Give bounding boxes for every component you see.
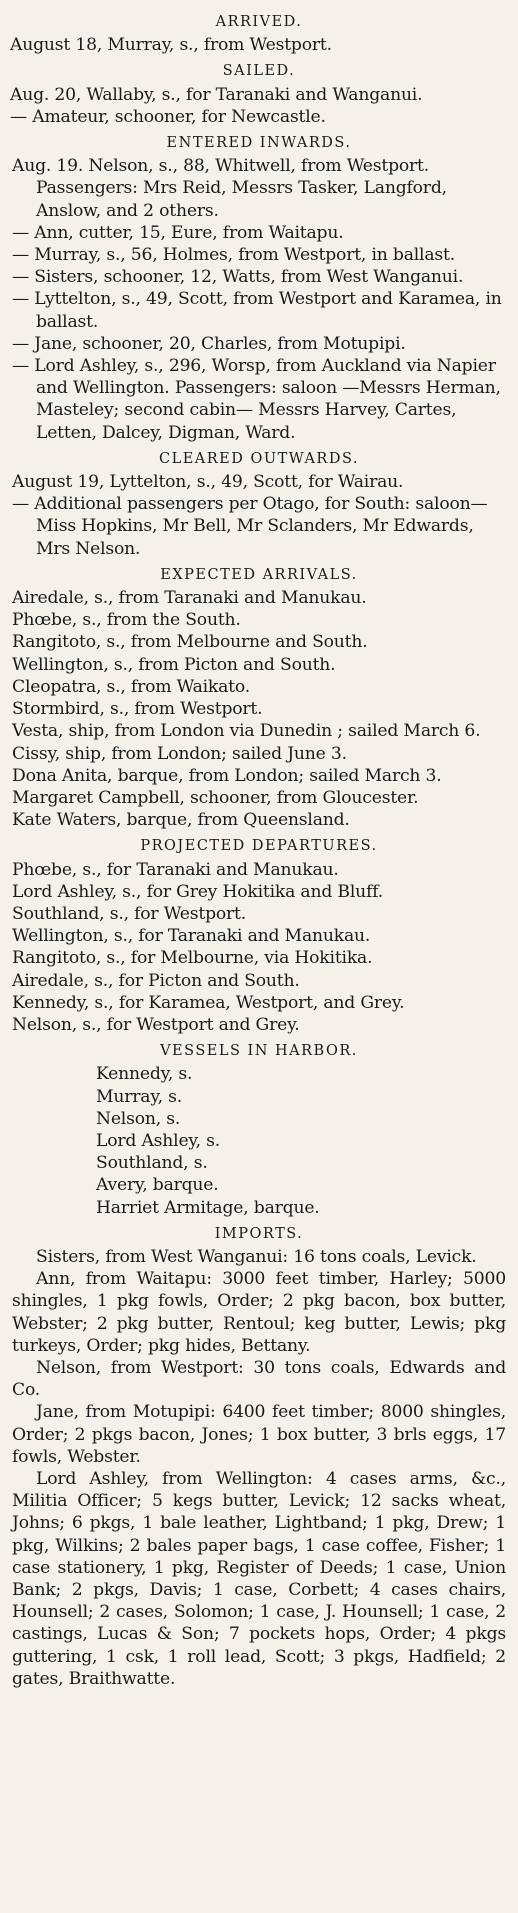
shipping-entry: — Sisters, schooner, 12, Watts, from West Wanganui. xyxy=(12,267,464,288)
vessel-entry: Harriet Armitage, barque. xyxy=(96,1197,320,1218)
vessel-entry: Kennedy, s. xyxy=(96,1064,193,1085)
shipping-entry: Southland, s., for Westport. xyxy=(12,903,247,924)
shipping-entry: Airedale, s., from Taranaki and Manukau. xyxy=(12,588,367,609)
vessel-entry: Murray, s. xyxy=(96,1086,182,1107)
shipping-entry: Cleopatra, s., from Waikato. xyxy=(12,676,251,697)
shipping-entry: Phœbe, s., for Taranaki and Manukau. xyxy=(12,859,339,880)
shipping-entry: August 19, Lyttelton, s., 49, Scott, for Wairau. xyxy=(12,472,404,493)
shipping-entry: Rangitoto, s., for Melbourne, via Hokitika. xyxy=(12,948,373,969)
shipping-entry: Rangitoto, s., from Melbourne and South. xyxy=(12,632,368,653)
section-heading: IMPORTS. xyxy=(214,1225,304,1242)
import-entry: Ann, from Waitapu: 3000 feet timber, Harley; 5000 shingles, 1 pkg fowls, Order; 2 pkg bacon, box butter, Webster; 2 pkg butter, Rentoul; keg butter, Lewis; pkg turkeys, Order; pkg hides, Bettany. xyxy=(12,1269,506,1356)
vessel-entry: Nelson, s. xyxy=(96,1108,181,1129)
shipping-entry: Wellington, s., from Picton and South. xyxy=(12,654,336,675)
section-heading: CLEARED OUTWARDS. xyxy=(158,450,360,467)
vessel-entry: Southland, s. xyxy=(96,1153,208,1174)
shipping-entry: Margaret Campbell, schooner, from Gloucester. xyxy=(12,787,419,808)
import-entry: Sisters, from West Wanganui: 16 tons coals, Levick. xyxy=(36,1246,477,1267)
vessel-entry: Lord Ashley, s. xyxy=(96,1130,221,1151)
vessel-entry: Avery, barque. xyxy=(96,1175,219,1196)
shipping-entry: — Murray, s., 56, Holmes, from Westport, in ballast. xyxy=(12,245,455,266)
shipping-entry: Aug. 20, Wallaby, s., for Taranaki and Wanganui. xyxy=(10,84,423,105)
section-vessels-in-harbor xyxy=(12,1040,506,1219)
shipping-entry: — Additional passengers per Otago, for South: saloon—Miss Hopkins, Mr Bell, Mr Sclanders, Mr Edwards, Mrs Nelson. xyxy=(12,494,488,559)
section-arrived xyxy=(12,11,506,56)
shipping-entry: — Jane, schooner, 20, Charles, from Motupipi. xyxy=(12,333,406,354)
shipping-entry: Nelson, s., for Westport and Grey. xyxy=(12,1014,300,1035)
section-heading: SAILED. xyxy=(222,63,296,80)
shipping-entry: — Lord Ashley, s., 296, Worsp, from Auckland via Napier and Wellington. Passengers: saloon —Messrs Herman, Masteley; second cabin— Messrs Harvey, Cartes, Letten, Dalcey, Digman, Ward. xyxy=(12,356,501,443)
newspaper-shipping-column xyxy=(12,0,506,1690)
shipping-entry: — Lyttelton, s., 49, Scott, from Westport and Karamea, in ballast. xyxy=(12,289,502,332)
section-heading: VESSELS IN HARBOR. xyxy=(160,1043,358,1060)
shipping-entry: Cissy, ship, from London; sailed June 3. xyxy=(12,743,347,764)
section-heading: PROJECTED DEPARTURES. xyxy=(140,838,378,855)
shipping-entry: Wellington, s., for Taranaki and Manukau. xyxy=(12,926,371,947)
shipping-entry: Vesta, ship, from London via Dunedin ; sailed March 6. xyxy=(12,721,481,742)
shipping-entry: August 18, Murray, s., from Westport. xyxy=(10,35,332,56)
section-heading: EXPECTED ARRIVALS. xyxy=(160,566,358,583)
section-heading: ENTERED INWARDS. xyxy=(166,135,352,152)
shipping-entry: Kennedy, s., for Karamea, Westport, and Grey. xyxy=(12,992,405,1013)
import-entry: Lord Ashley, from Wellington: 4 cases arms, &c., Militia Officer; 5 kegs butter, Levick; 12 sacks wheat, Johns; 6 pkgs, 1 bale leather, Lightband; 1 pkg, Drew; 1 pkg, Wilkins; 2 bales paper bags, 1 case coffee, Fisher; 1 case stationery, 1 pkg, Register of Deeds; 1 case, Union Bank; 2 pkgs, Davis; 1 case, Corbett; 4 cases chairs, Hounsell; 2 cases, Solomon; 1 case, J. Hounsell; 1 case, 2 castings, Lucas & Son; 7 pockets hops, Order; 4 pkgs guttering, 1 csk, 1 roll lead, Scott; 3 pkgs, Hadfield; 2 gates, Braithwatte. xyxy=(12,1469,506,1689)
shipping-entry: Stormbird, s., from Westport. xyxy=(12,699,263,720)
section-sailed xyxy=(12,60,506,128)
import-entry: Nelson, from Westport: 30 tons coals, Edwards and Co. xyxy=(12,1357,506,1401)
section-entered-inwards xyxy=(12,132,506,444)
shipping-entry: Kate Waters, barque, from Queensland. xyxy=(12,810,350,831)
section-cleared-outwards xyxy=(12,448,506,560)
import-entry: Jane, from Motupipi: 6400 feet timber; 8000 shingles, Order; 2 pkgs bacon, Jones; 1 box butter, 3 brls eggs, 17 fowls, Webster. xyxy=(12,1402,506,1467)
shipping-entry: Aug. 19. Nelson, s., 88, Whitwell, from Westport. Passengers: Mrs Reid, Messrs Tasker, Langford, Anslow, and 2 others. xyxy=(12,156,447,221)
shipping-entry: Airedale, s., for Picton and South. xyxy=(12,970,300,991)
section-heading: ARRIVED. xyxy=(215,14,303,30)
section-projected-departures xyxy=(12,835,506,1036)
section-expected-arrivals xyxy=(12,564,506,831)
shipping-entry: — Amateur, schooner, for Newcastle. xyxy=(10,106,326,127)
shipping-entry: Phœbe, s., from the South. xyxy=(12,610,241,631)
shipping-entry: — Ann, cutter, 15, Eure, from Waitapu. xyxy=(12,222,344,243)
section-imports xyxy=(12,1223,506,1690)
shipping-entry: Dona Anita, barque, from London; sailed March 3. xyxy=(12,765,442,786)
shipping-entry: Lord Ashley, s., for Grey Hokitika and Bluff. xyxy=(12,881,383,902)
